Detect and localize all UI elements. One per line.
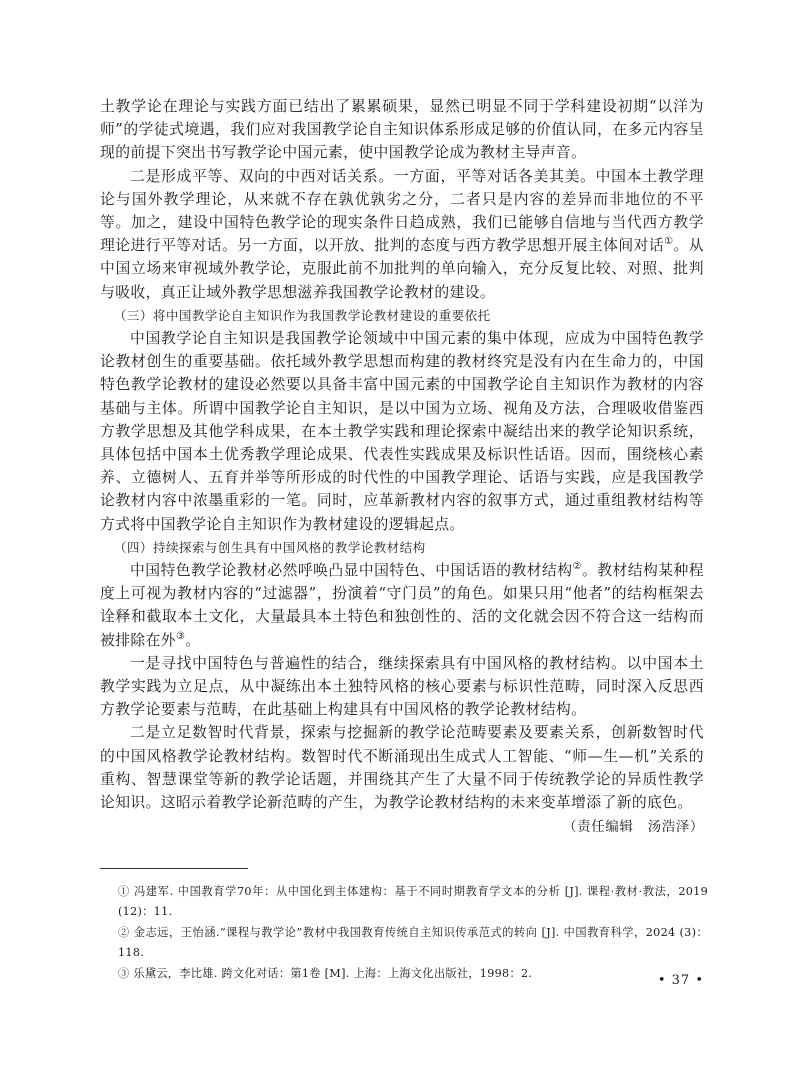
paragraph-5: 一是寻找中国特色与普遍性的结合，继续探索具有中国风格的教材结构。以中国本土教学实践为立足点，从中凝练出本土独特风格的核心要素与标识性范畴，同时深入反思西方教学论要素与范畴，在此基础上构建具有中国风格的教学论教材结构。	[100, 654, 704, 719]
footnotes	[118, 882, 708, 986]
footnote-2: ② 金志远，王怡涵.“课程与教学论”教材中我国教育传统自主知识传承范式的转向 [J]. 中国教育科学，2024 (3)：118.	[118, 926, 708, 959]
article-body	[100, 95, 704, 840]
paragraph-4	[100, 559, 704, 652]
paragraph-2	[100, 165, 704, 304]
footnote-ref-2[interactable]: ②	[572, 561, 582, 573]
footnote-3: ③ 乐黛云，李比雄. 跨文化对话：第1卷 [M]. 上海：上海文化出版社，1998：2.	[118, 967, 533, 980]
section-heading-4: （四）持续探索与创生具有中国风格的教学论教材结构	[114, 539, 426, 555]
paragraph-2-text-b: 。从中国立场来审视域外教学论，克服此前不加批判的单向输入，充分反复比较、对照、批判与吸收，真正让域外教学思想滋养我国教学论教材的建设。	[100, 237, 704, 301]
footnote-divider	[100, 868, 248, 869]
paragraph-6: 二是立足数智时代背景，探索与挖掘新的教学论范畴要素及要素关系，创新数智时代的中国风格教学论教材结构。数智时代不断涌现出生成式人工智能、“师—生—机”关系的重构、智慧课堂等新的教学论话题，并围绕其产生了大量不同于传统教学论的异质性教学论知识。这昭示着教学论新范畴的产生，为教学论教材结构的未来变革增添了新的底色。	[100, 724, 704, 812]
paragraph-2-text-a: 二是形成平等、双向的中西对话关系。一方面，平等对话各美其美。中国本土教学理论与国外教学理论，从来就不存在孰优孰劣之分，二者只是内容的差异而非地位的不平等。加之，建设中国特色教学论的现实条件日趋成熟，我们已能够自信地与当代西方教学理论进行平等对话。另一方面，以开放、批判的态度与西方教学思想开展主体间对话	[100, 167, 704, 255]
section-heading-3: （三）将中国教学论自主知识作为我国教学论教材建设的重要依托	[114, 307, 491, 323]
footnote-ref-1[interactable]: ①	[664, 236, 674, 248]
paragraph-4-text-b: 。教材结构某种程度上可视为教材内容的“过滤器”，扮演着“守门员”的角色。如果只用“他者”的结构框架去诠释和截取本土文化，大量最具本土特色和独创性的、活的文化就会因不符合这一结构而被排除在外	[100, 562, 705, 649]
page-number: • 37 •	[657, 973, 704, 988]
paragraph-1: 土教学论在理论与实践方面已结出了累累硕果，显然已明显不同于学科建设初期“以洋为师”的学徒式境遇，我们应对我国教学论自主知识体系形成足够的价值认同，在多元内容呈现的前提下突出书写教学论中国元素，使中国教学论成为教材主导声音。	[100, 98, 704, 162]
footnote-1: ① 冯建军. 中国教育学70年：从中国化到主体建构：基于不同时期教育学文本的分析 [J]. 课程·教材·教法，2019 (12)：11.	[118, 885, 708, 918]
paragraph-3: 中国教学论自主知识是我国教学论领域中中国元素的集中体现，应成为中国特色教学论教材创生的重要基础。依托域外教学思想而构建的教材终究是没有内在生命力的，中国特色教学论教材的建设必然要以具备丰富中国元素的中国教学论自主知识作为教材的内容基础与主体。所谓中国教学论自主知识，是以中国为立场、视角及方法，合理吸收借鉴西方教学思想及其他学科成果，在本土教学实践和理论探索中凝结出来的教学论知识系统，具体包括中国本土优秀教学理论成果、代表性实践成果及标识性话语。因而，围绕核心素养、立德树人、五育并举等所形成的时代性的中国教学理论、话语与实践，应是我国教学论教材内容中浓墨重彩的一笔。同时，应革新教材内容的叙事方式，通过重组教材结构等方式将中国教学论自主知识作为教材建设的逻辑起点。	[100, 330, 704, 533]
paragraph-4-text-c: 。	[185, 631, 201, 649]
paragraph-4-text-a: 中国特色教学论教材必然呼唤凸显中国特色、中国话语的教材结构	[130, 562, 573, 580]
footnote-ref-3[interactable]: ③	[176, 630, 186, 642]
responsible-editor: （责任编辑 汤浩泽）	[563, 819, 704, 836]
